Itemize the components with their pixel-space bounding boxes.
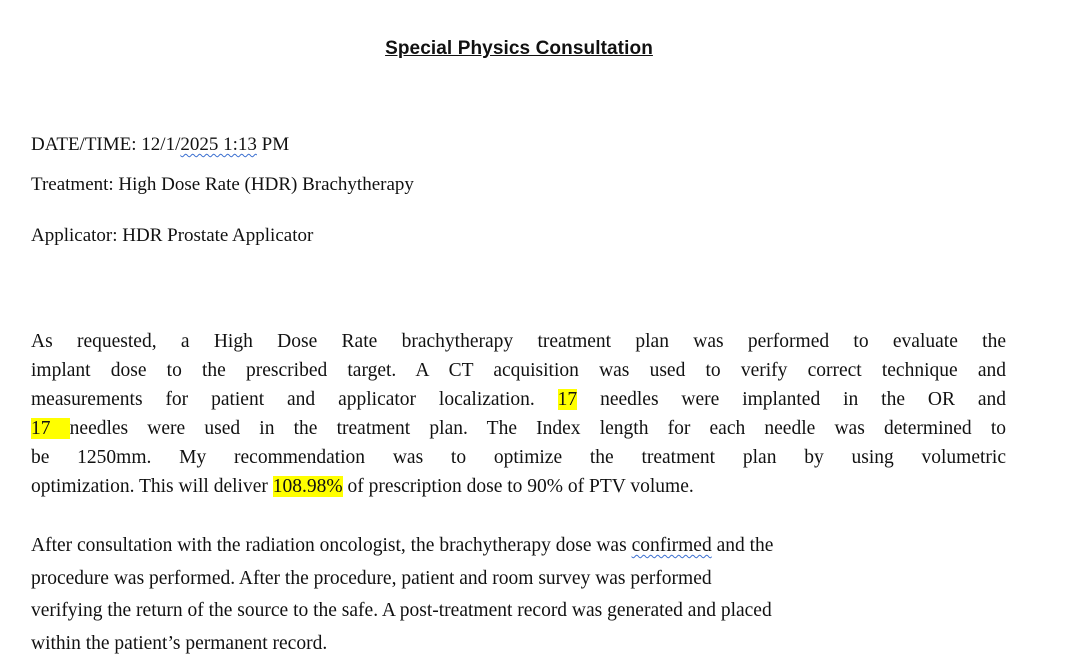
- paragraph-text: measurements for patient and applicator localization.: [31, 389, 558, 410]
- treatment-field: Treatment: High Dose Rate (HDR) Brachytherapy: [31, 174, 414, 195]
- datetime-field: [31, 134, 289, 156]
- paragraph-text: After consultation with the radiation oncologist, the brachytherapy dose was: [31, 535, 632, 556]
- needles-used-highlight: 17: [31, 418, 70, 439]
- dose-percent-highlight: 108.98%: [272, 476, 343, 497]
- paragraph-text: and the: [711, 535, 774, 556]
- needles-implanted-highlight: 17: [557, 389, 578, 410]
- datetime-suffix: PM: [256, 134, 290, 155]
- paragraph-text: needles were used in the treatment plan. The Index length for each needle was determined to: [69, 418, 1006, 439]
- paragraph-line: As requested, a High Dose Rate brachytherapy treatment plan was performed to evaluate the: [31, 331, 1006, 352]
- paragraph-line: procedure was performed. After the procedure, patient and room survey was performed: [31, 567, 712, 589]
- paragraph-text: optimization. This will deliver: [31, 476, 273, 497]
- datetime-label: DATE/TIME: 12/1/: [31, 134, 181, 155]
- paragraph-line: implant dose to the prescribed target. A CT acquisition was used to verify correct technique and: [31, 360, 1006, 381]
- confirmed-flagged-word: confirmed: [631, 535, 712, 556]
- datetime-flagged-text: 2025 1:13: [180, 134, 257, 155]
- paragraph-line: be 1250mm. My recommendation was to optimize the treatment plan by using volumetric: [31, 447, 1006, 468]
- paragraph-text: needles were implanted in the OR and: [577, 389, 1007, 410]
- applicator-field: Applicator: HDR Prostate Applicator: [31, 225, 314, 246]
- paragraph-text: of prescription dose to 90% of PTV volume.: [342, 476, 694, 497]
- paragraph-line: [31, 472, 1006, 501]
- procedure-paragraph: [31, 530, 1031, 660]
- document-title: Special Physics Consultation: [385, 38, 653, 59]
- paragraph-line: [31, 530, 1031, 563]
- paragraph-line: [31, 414, 1006, 443]
- consultation-paragraph: [31, 327, 1006, 501]
- paragraph-line: [31, 385, 1006, 414]
- paragraph-line: within the patient’s permanent record.: [31, 632, 328, 654]
- paragraph-line: verifying the return of the source to the safe. A post-treatment record was generated and placed: [31, 600, 772, 621]
